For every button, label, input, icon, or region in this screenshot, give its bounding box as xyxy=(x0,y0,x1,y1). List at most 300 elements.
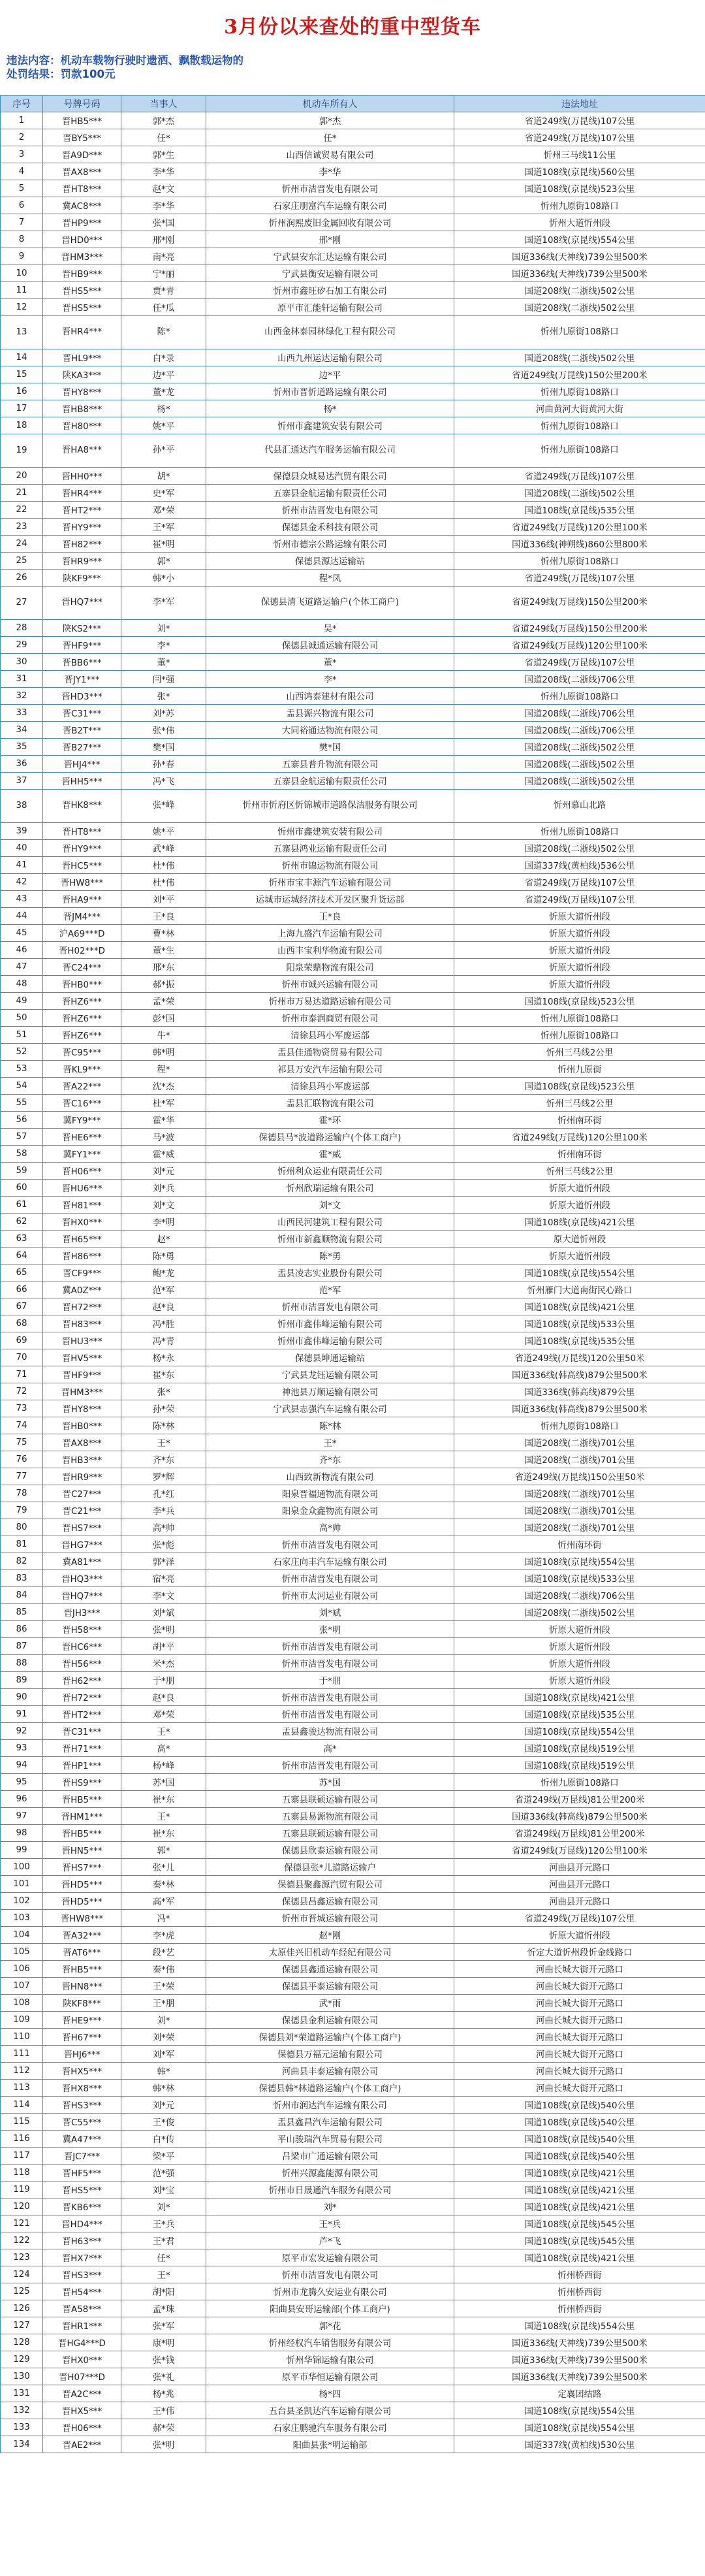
cell-plate: 晋HR4*** xyxy=(43,485,121,502)
cell-plate: 晋HZ6*** xyxy=(43,1010,121,1027)
cell-party: 郭*杰 xyxy=(121,112,206,129)
cell-owner: 王* xyxy=(206,1434,454,1451)
cell-party: 邓*荣 xyxy=(121,502,206,519)
cell-index: 32 xyxy=(1,688,43,705)
cell-address: 国道336线(韩高线)879公里500米 xyxy=(454,1808,705,1825)
page-title: 3月份以来查处的重中型货车 xyxy=(224,16,481,39)
cell-party: 邢*刚 xyxy=(121,231,206,248)
cell-party: 胡* xyxy=(121,468,206,485)
cell-address: 省道249线(万昆线)107公里 xyxy=(454,112,705,129)
cell-index: 107 xyxy=(1,1978,43,1995)
cell-plate: 冀A47*** xyxy=(43,2131,121,2148)
cell-address: 河曲县开元路口 xyxy=(454,1876,705,1893)
cell-address: 省道249线(万昆线)150公里200米 xyxy=(454,587,705,620)
cell-owner: 代县汇通达汽车服务运输有限公司 xyxy=(206,434,454,468)
cell-plate: 晋H07***D xyxy=(43,2368,121,2385)
table-row xyxy=(1,1349,705,1366)
table-row xyxy=(1,654,705,671)
cell-party: 冯*飞 xyxy=(121,773,206,790)
cell-index: 97 xyxy=(1,1808,43,1825)
cell-index: 119 xyxy=(1,2182,43,2198)
cell-address: 忻州九原街 xyxy=(454,1061,705,1078)
cell-party: 郭*泽 xyxy=(121,1553,206,1570)
cell-plate: 晋BB6*** xyxy=(43,654,121,671)
cell-plate: 晋H72*** xyxy=(43,1298,121,1315)
cell-address: 忻原大道忻州段 xyxy=(454,1621,705,1638)
cell-plate: 晋JY1*** xyxy=(43,671,121,688)
title-bar xyxy=(0,0,705,50)
cell-owner: 五寨县易源物流有限公司 xyxy=(206,1808,454,1825)
cell-address: 忻州三马线2公里 xyxy=(454,1044,705,1061)
cell-plate: 晋AT6*** xyxy=(43,1944,121,1961)
table-row xyxy=(1,2097,705,2114)
cell-index: 16 xyxy=(1,383,43,400)
cell-index: 93 xyxy=(1,1740,43,1757)
cell-plate: 晋HQ3*** xyxy=(43,1570,121,1587)
cell-address: 忻州九原街108路口 xyxy=(454,1774,705,1791)
cell-plate: 冀A81*** xyxy=(43,1553,121,1570)
cell-plate: 晋H80*** xyxy=(43,417,121,434)
cell-party: 程* xyxy=(121,1061,206,1078)
cell-index: 31 xyxy=(1,671,43,688)
cell-owner: 忻州市太河运业有限公司 xyxy=(206,1587,454,1604)
cell-owner: 刘*文 xyxy=(206,1197,454,1214)
cell-plate: 晋HT8*** xyxy=(43,823,121,840)
cell-party: 孟*荣 xyxy=(121,993,206,1010)
cell-index: 62 xyxy=(1,1214,43,1231)
cell-owner: 李*华 xyxy=(206,163,454,180)
cell-index: 33 xyxy=(1,705,43,722)
cell-plate: 晋HB8*** xyxy=(43,400,121,417)
cell-owner: 阳曲县安哥运输部(个体工商户) xyxy=(206,2300,454,2317)
cell-party: 张*明 xyxy=(121,1621,206,1638)
cell-party: 秦*伟 xyxy=(121,1961,206,1978)
cell-party: 南*亮 xyxy=(121,248,206,265)
cell-index: 37 xyxy=(1,773,43,790)
table-row xyxy=(1,1231,705,1248)
cell-address: 国道108线(京昆线)540公里 xyxy=(454,2114,705,2131)
cell-index: 51 xyxy=(1,1027,43,1044)
cell-address: 忻州大道忻州段 xyxy=(454,214,705,231)
table-row xyxy=(1,1332,705,1349)
cell-party: 崔*东 xyxy=(121,1791,206,1808)
cell-address: 忻原大道忻州段 xyxy=(454,1672,705,1689)
cell-index: 54 xyxy=(1,1078,43,1095)
cell-index: 91 xyxy=(1,1706,43,1723)
cell-index: 76 xyxy=(1,1451,43,1468)
cell-address: 忻原大道忻州段 xyxy=(454,925,705,942)
cell-index: 1 xyxy=(1,112,43,129)
cell-owner: 忻州兴源鑫能源有限公司 xyxy=(206,2165,454,2182)
table-row xyxy=(1,2436,705,2453)
cell-party: 杨*峰 xyxy=(121,1757,206,1774)
cell-address: 国道108线(京昆线)540公里 xyxy=(454,2148,705,2165)
cell-index: 71 xyxy=(1,1366,43,1383)
cell-index: 105 xyxy=(1,1944,43,1961)
table-row xyxy=(1,722,705,739)
cell-owner: 武*雨 xyxy=(206,1995,454,2012)
cell-owner: 清徐县玛小军废运部 xyxy=(206,1078,454,1095)
cell-party: 李*华 xyxy=(121,197,206,214)
table-row xyxy=(1,1264,705,1281)
cell-party: 韩*小 xyxy=(121,570,206,587)
cell-address: 忻州南环街 xyxy=(454,1536,705,1553)
cell-plate: 晋HW8*** xyxy=(43,1910,121,1927)
cell-owner: 忻州市宝丰源汽车运输有限公司 xyxy=(206,874,454,891)
cell-plate: 晋B2T*** xyxy=(43,722,121,739)
cell-plate: 晋A9D*** xyxy=(43,146,121,163)
cell-plate: 晋HS5*** xyxy=(43,2182,121,2198)
table-row xyxy=(1,1706,705,1723)
cell-address: 省道249线(万昆线)150公里200米 xyxy=(454,366,705,383)
cell-owner: 盂县佳通物资贸易有限公司 xyxy=(206,1044,454,1061)
cell-plate: 晋HC5*** xyxy=(43,857,121,874)
table-row xyxy=(1,2046,705,2063)
cell-index: 5 xyxy=(1,180,43,197)
table-row xyxy=(1,2368,705,2385)
cell-party: 姚*平 xyxy=(121,823,206,840)
cell-party: 宁*丽 xyxy=(121,265,206,282)
table-row xyxy=(1,519,705,536)
cell-party: 刘* xyxy=(121,2012,206,2029)
cell-index: 132 xyxy=(1,2402,43,2419)
cell-index: 44 xyxy=(1,908,43,925)
cell-party: 李*文 xyxy=(121,1587,206,1604)
violation-content: 违法内容：机动车载物行驶时遗洒、飘散载运物的 xyxy=(7,54,243,67)
table-row xyxy=(1,2148,705,2165)
cell-index: 124 xyxy=(1,2266,43,2283)
cell-owner: 忻州华锦运输有限公司 xyxy=(206,2351,454,2368)
table-row xyxy=(1,1723,705,1740)
cell-address: 忻原大道忻州段 xyxy=(454,1248,705,1264)
cell-address: 国道108线(京昆线)554公里 xyxy=(454,1723,705,1740)
table-row xyxy=(1,349,705,366)
cell-plate: 晋HP9*** xyxy=(43,214,121,231)
table-row xyxy=(1,2402,705,2419)
cell-owner: 忻州市德宗公路运输有限公司 xyxy=(206,536,454,553)
table-row xyxy=(1,840,705,857)
cell-plate: 晋H83*** xyxy=(43,1315,121,1332)
table-row xyxy=(1,2266,705,2283)
cell-index: 47 xyxy=(1,959,43,976)
table-row xyxy=(1,1129,705,1146)
cell-index: 29 xyxy=(1,637,43,654)
cell-owner: 忻州市洁晋发电有限公司 xyxy=(206,1689,454,1706)
cell-index: 49 xyxy=(1,993,43,1010)
table-row xyxy=(1,1927,705,1944)
cell-index: 95 xyxy=(1,1774,43,1791)
cell-index: 8 xyxy=(1,231,43,248)
cell-plate: 晋C24*** xyxy=(43,959,121,976)
cell-party: 梁*平 xyxy=(121,2148,206,2165)
table-row xyxy=(1,2283,705,2300)
cell-address: 国道108线(京昆线)554公里 xyxy=(454,2402,705,2419)
cell-owner: 原平市宏发运输有限公司 xyxy=(206,2249,454,2266)
cell-party: 孙*春 xyxy=(121,756,206,773)
cell-party: 任* xyxy=(121,129,206,146)
table-row xyxy=(1,536,705,553)
cell-index: 98 xyxy=(1,1825,43,1842)
cell-address: 国道208线(二浙线)701公里 xyxy=(454,1502,705,1519)
cell-index: 79 xyxy=(1,1502,43,1519)
cell-index: 21 xyxy=(1,485,43,502)
cell-owner: 忻州市鑫建筑安装有限公司 xyxy=(206,823,454,840)
cell-party: 杜*军 xyxy=(121,1095,206,1112)
cell-party: 杨* xyxy=(121,400,206,417)
cell-owner: 吕梁市广通运输有限公司 xyxy=(206,2148,454,2165)
cell-address: 省道249线(万昆线)120公里100米 xyxy=(454,519,705,536)
cell-plate: 晋HX0*** xyxy=(43,2351,121,2368)
cell-plate: 晋HN8*** xyxy=(43,1978,121,1995)
cell-party: 郝*振 xyxy=(121,976,206,993)
cell-address: 忻州桥西街 xyxy=(454,2300,705,2317)
cell-owner: 忻州市洁晋发电有限公司 xyxy=(206,180,454,197)
cell-index: 118 xyxy=(1,2165,43,2182)
cell-address: 国道108线(京昆线)535公里 xyxy=(454,1332,705,1349)
cell-owner: 杨*四 xyxy=(206,2385,454,2402)
cell-owner: 保德县诚通运输有限公司 xyxy=(206,637,454,654)
cell-address: 忻州桥西街 xyxy=(454,2283,705,2300)
cell-plate: 晋H63*** xyxy=(43,2232,121,2249)
cell-address: 国道336线(天神线)739公里500米 xyxy=(454,248,705,265)
cell-index: 61 xyxy=(1,1197,43,1214)
cell-address: 国道108线(京昆线)533公里 xyxy=(454,1315,705,1332)
cell-party: 杨*永 xyxy=(121,1349,206,1366)
cell-plate: 晋H62*** xyxy=(43,1672,121,1689)
cell-owner: 山西民河建筑工程有限公司 xyxy=(206,1214,454,1231)
cell-party: 刘*元 xyxy=(121,1163,206,1180)
cell-plate: 晋HB5*** xyxy=(43,1961,121,1978)
cell-index: 41 xyxy=(1,857,43,874)
cell-party: 刘* xyxy=(121,620,206,637)
cell-index: 13 xyxy=(1,316,43,349)
cell-index: 12 xyxy=(1,299,43,316)
cell-party: 张*礼 xyxy=(121,2368,206,2385)
cell-owner: 范*军 xyxy=(206,1281,454,1298)
cell-index: 78 xyxy=(1,1485,43,1502)
cell-party: 张*国 xyxy=(121,214,206,231)
table-row xyxy=(1,197,705,214)
cell-owner: 忻州润熙废旧金属回收有限公司 xyxy=(206,214,454,231)
cell-plate: 晋HZ6*** xyxy=(43,1027,121,1044)
cell-index: 59 xyxy=(1,1163,43,1180)
cell-plate: 晋HB0*** xyxy=(43,976,121,993)
cell-plate: 陕KF8*** xyxy=(43,1995,121,2012)
cell-owner: 五寨县联硕运输有限公司 xyxy=(206,1791,454,1808)
cell-plate: 晋H82*** xyxy=(43,536,121,553)
table-row xyxy=(1,2334,705,2351)
cell-address: 省道249线(万昆线)107公里 xyxy=(454,1910,705,1927)
cell-address: 忻原大道忻州段 xyxy=(454,942,705,959)
cell-party: 刘*军 xyxy=(121,2046,206,2063)
cell-index: 17 xyxy=(1,400,43,417)
cell-index: 108 xyxy=(1,1995,43,2012)
table-row xyxy=(1,705,705,722)
table-row xyxy=(1,1248,705,1264)
cell-owner: 忻州市洁晋发电有限公司 xyxy=(206,1298,454,1315)
cell-address: 省道249线(万昆线)107公里 xyxy=(454,654,705,671)
table-row xyxy=(1,1570,705,1587)
cell-owner: 王*兵 xyxy=(206,2215,454,2232)
cell-owner: 盂县汇联物流有限公司 xyxy=(206,1095,454,1112)
cell-address: 国道208线(二浙线)706公里 xyxy=(454,722,705,739)
cell-index: 126 xyxy=(1,2300,43,2317)
cell-party: 张*伟 xyxy=(121,722,206,739)
cell-address: 忻原大道忻州段 xyxy=(454,1927,705,1944)
cell-party: 牛* xyxy=(121,1027,206,1044)
cell-plate: 晋HS5*** xyxy=(43,282,121,299)
cell-party: 刘* xyxy=(121,2198,206,2215)
table-row xyxy=(1,2385,705,2402)
cell-party: 孙*平 xyxy=(121,434,206,468)
cell-index: 94 xyxy=(1,1757,43,1774)
table-row xyxy=(1,1621,705,1638)
table-row xyxy=(1,1638,705,1655)
cell-address: 国道336线(天神线)739公里500米 xyxy=(454,265,705,282)
cell-index: 57 xyxy=(1,1129,43,1146)
cell-owner: 保德县昌鑫运输有限公司 xyxy=(206,1893,454,1910)
table-row xyxy=(1,2131,705,2148)
cell-owner: 边*平 xyxy=(206,366,454,383)
cell-plate: 晋HS5*** xyxy=(43,299,121,316)
cell-index: 113 xyxy=(1,2080,43,2097)
cell-owner: 陈*勇 xyxy=(206,1248,454,1264)
cell-index: 11 xyxy=(1,282,43,299)
cell-plate: 晋HK8*** xyxy=(43,790,121,823)
cell-plate: 晋A32*** xyxy=(43,1927,121,1944)
cell-address: 省道249线(万昆线)120公里100米 xyxy=(454,1842,705,1859)
cell-party: 董*龙 xyxy=(121,383,206,400)
cell-party: 张* xyxy=(121,688,206,705)
cell-owner: 齐*东 xyxy=(206,1451,454,1468)
cell-index: 20 xyxy=(1,468,43,485)
cell-index: 84 xyxy=(1,1587,43,1604)
cell-index: 69 xyxy=(1,1332,43,1349)
cell-owner: 五寨县金航运输有限责任公司 xyxy=(206,773,454,790)
cell-owner: 山西致新物流有限公司 xyxy=(206,1468,454,1485)
cell-party: 李* xyxy=(121,637,206,654)
cell-owner: 张*明 xyxy=(206,1621,454,1638)
cell-address: 国道208线(二浙线)706公里 xyxy=(454,705,705,722)
cell-plate: 晋B27*** xyxy=(43,739,121,756)
cell-address: 忻州九原街108路口 xyxy=(454,1010,705,1027)
cell-plate: 晋H06*** xyxy=(43,2419,121,2436)
table-row xyxy=(1,231,705,248)
cell-owner: 神池县万顺运输有限公司 xyxy=(206,1383,454,1400)
table-row xyxy=(1,2215,705,2232)
cell-party: 齐*东 xyxy=(121,1451,206,1468)
cell-address: 国道108线(京昆线)421公里 xyxy=(454,1689,705,1706)
cell-party: 李*军 xyxy=(121,587,206,620)
cell-party: 苏*国 xyxy=(121,1774,206,1791)
cell-address: 忻州九原街108路口 xyxy=(454,1417,705,1434)
cell-index: 125 xyxy=(1,2283,43,2300)
cell-plate: 晋HZ6*** xyxy=(43,993,121,1010)
cell-party: 李*明 xyxy=(121,1214,206,1231)
cell-plate: 沪A69***D xyxy=(43,925,121,942)
cell-owner: 陈*林 xyxy=(206,1417,454,1434)
cell-party: 郭*生 xyxy=(121,146,206,163)
cell-index: 133 xyxy=(1,2419,43,2436)
cell-owner: 忻州市晋城运输有限公司 xyxy=(206,1910,454,1927)
table-row xyxy=(1,620,705,637)
table-row xyxy=(1,1146,705,1163)
cell-address: 忻州三马线2公里 xyxy=(454,1163,705,1180)
cell-index: 39 xyxy=(1,823,43,840)
cell-index: 131 xyxy=(1,2385,43,2402)
cell-owner: 五寨县联硕运输有限公司 xyxy=(206,1825,454,1842)
cell-index: 24 xyxy=(1,536,43,553)
cell-address: 国道108线(京昆线)554公里 xyxy=(454,2317,705,2334)
table-row xyxy=(1,874,705,891)
cell-party: 赵*良 xyxy=(121,1298,206,1315)
cell-index: 36 xyxy=(1,756,43,773)
cell-address: 国道208线(二浙线)706公里 xyxy=(454,671,705,688)
table-row xyxy=(1,485,705,502)
cell-index: 10 xyxy=(1,265,43,282)
cell-party: 任*瓜 xyxy=(121,299,206,316)
cell-owner: 河曲县丰泰运输有限公司 xyxy=(206,2063,454,2080)
cell-party: 邓*荣 xyxy=(121,1706,206,1723)
table-row xyxy=(1,366,705,383)
table-row xyxy=(1,1214,705,1231)
col-address: 违法地址 xyxy=(454,96,705,112)
cell-plate: 晋C55*** xyxy=(43,2114,121,2131)
cell-index: 82 xyxy=(1,1553,43,1570)
cell-address: 省道249线(万昆线)120公里100米 xyxy=(454,637,705,654)
cell-party: 段*艺 xyxy=(121,1944,206,1961)
table-row xyxy=(1,1757,705,1774)
cell-owner: 保德县金利运输有限公司 xyxy=(206,2012,454,2029)
cell-address: 河曲长城大街开元路口 xyxy=(454,2080,705,2097)
cell-party: 陈*林 xyxy=(121,1417,206,1434)
cell-address: 忻原大道忻州段 xyxy=(454,976,705,993)
cell-plate: 晋HG4***D xyxy=(43,2334,121,2351)
table-row xyxy=(1,1689,705,1706)
cell-plate: 晋HX8*** xyxy=(43,2080,121,2097)
table-row xyxy=(1,1808,705,1825)
cell-party: 孙*荣 xyxy=(121,1400,206,1417)
cell-index: 23 xyxy=(1,519,43,536)
cell-party: 郭* xyxy=(121,553,206,570)
cell-index: 123 xyxy=(1,2249,43,2266)
cell-address: 忻定大道忻州段忻金线路口 xyxy=(454,1944,705,1961)
table-row xyxy=(1,2080,705,2097)
cell-party: 范*强 xyxy=(121,2165,206,2182)
cell-address: 河曲长城大街开元路口 xyxy=(454,1995,705,2012)
cell-party: 赵*良 xyxy=(121,1689,206,1706)
cell-plate: 晋JH3*** xyxy=(43,1604,121,1621)
cell-owner: 刘* xyxy=(206,2198,454,2215)
cell-index: 101 xyxy=(1,1876,43,1893)
cell-party: 韩*明 xyxy=(121,1044,206,1061)
cell-party: 李*兵 xyxy=(121,1502,206,1519)
cell-party: 鲍*龙 xyxy=(121,1264,206,1281)
table-row xyxy=(1,1485,705,1502)
cell-party: 赵* xyxy=(121,1231,206,1248)
cell-plate: 陕KF9*** xyxy=(43,570,121,587)
cell-index: 104 xyxy=(1,1927,43,1944)
cell-plate: 晋HX5*** xyxy=(43,2063,121,2080)
cell-address: 省道249线(万昆线)150公里200米 xyxy=(454,620,705,637)
cell-plate: 晋HC6*** xyxy=(43,1638,121,1655)
cell-party: 闫*强 xyxy=(121,671,206,688)
cell-party: 刘*兵 xyxy=(121,1180,206,1197)
table-row xyxy=(1,1774,705,1791)
table-row xyxy=(1,2114,705,2131)
cell-plate: 晋HX5*** xyxy=(43,2402,121,2419)
table-row xyxy=(1,1553,705,1570)
